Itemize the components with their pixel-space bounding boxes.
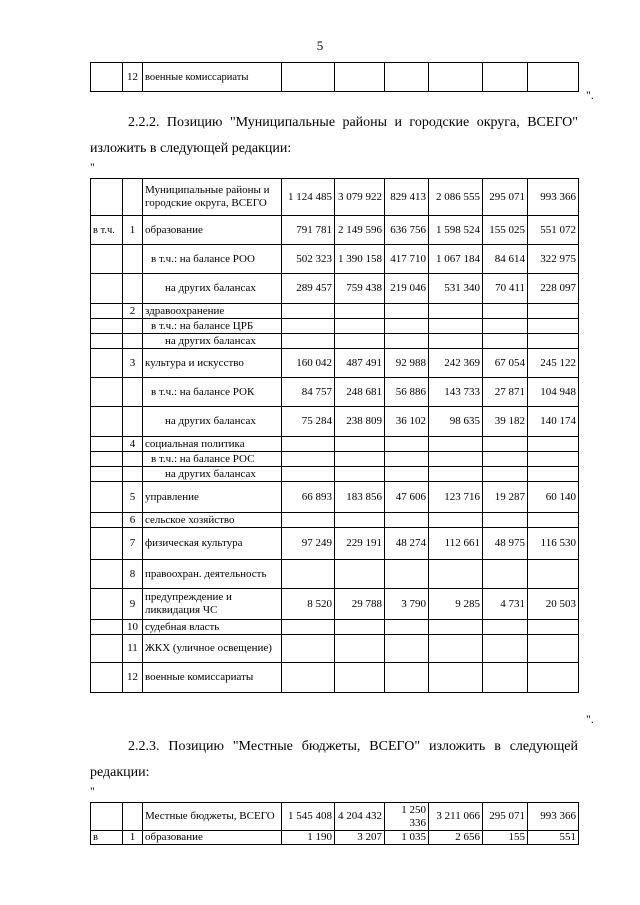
row-label: правоохран. деятельность (143, 560, 282, 589)
value-cell: 8 520 (282, 589, 335, 620)
value-cell: 2 656 (429, 831, 483, 845)
group-cell: в т.ч. (91, 216, 123, 245)
row-label: сельское хозяйство (143, 513, 282, 528)
value-cell: 993 366 (528, 179, 579, 216)
value-cell (335, 334, 385, 349)
value-cell: 245 122 (528, 349, 579, 378)
group-cell (91, 319, 123, 334)
row-number: 3 (123, 349, 143, 378)
table-row (91, 467, 579, 482)
value-cell (528, 467, 579, 482)
value-cell (385, 620, 429, 635)
table-row (91, 482, 579, 513)
row-number (123, 334, 143, 349)
value-cell: 67 054 (483, 349, 528, 378)
value-cell (483, 663, 528, 693)
row-number (123, 179, 143, 216)
closing-quote-2: ". (586, 712, 594, 726)
value-cell (335, 513, 385, 528)
group-cell (91, 482, 123, 513)
value-cell: 39 182 (483, 407, 528, 437)
value-cell: 295 071 (483, 803, 528, 831)
row-label: социальная политика (143, 437, 282, 452)
row-number: 9 (123, 589, 143, 620)
row-label: военные комиссариаты (143, 63, 282, 92)
table-row (91, 378, 579, 407)
row-number: 10 (123, 620, 143, 635)
value-cell (528, 319, 579, 334)
group-cell (91, 803, 123, 831)
value-cell (483, 334, 528, 349)
value-cell: 97 249 (282, 528, 335, 560)
table-row (91, 216, 579, 245)
value-cell (385, 452, 429, 467)
cell (429, 63, 483, 92)
value-cell: 183 856 (335, 482, 385, 513)
value-cell: 36 102 (385, 407, 429, 437)
row-number: 4 (123, 437, 143, 452)
value-cell (429, 304, 483, 319)
value-cell (429, 452, 483, 467)
table-row (91, 831, 579, 845)
group-cell (91, 179, 123, 216)
bottom-table (90, 802, 579, 845)
row-number (123, 407, 143, 437)
row-number (123, 803, 143, 831)
value-cell: 4 731 (483, 589, 528, 620)
value-cell (335, 620, 385, 635)
value-cell: 2 149 596 (335, 216, 385, 245)
table-row (91, 452, 579, 467)
row-label: на других балансах (143, 407, 282, 437)
value-cell (483, 452, 528, 467)
paragraph-2-2-2: 2.2.2. Позицию "Муниципальные районы и городские округа, ВСЕГО" изложить в следующей редакции: (90, 115, 578, 156)
row-number: 1 (123, 831, 143, 845)
row-label: на других балансах (143, 467, 282, 482)
value-cell (429, 437, 483, 452)
value-cell: 92 988 (385, 349, 429, 378)
value-cell: 417 710 (385, 245, 429, 274)
value-cell: 219 046 (385, 274, 429, 304)
value-cell: 636 756 (385, 216, 429, 245)
row-label: на других балансах (143, 274, 282, 304)
group-cell (91, 467, 123, 482)
value-cell (429, 467, 483, 482)
value-cell (282, 467, 335, 482)
value-cell: 70 411 (483, 274, 528, 304)
value-cell: 502 323 (282, 245, 335, 274)
row-label: военные комиссариаты (143, 663, 282, 693)
value-cell (385, 513, 429, 528)
value-cell: 248 681 (335, 378, 385, 407)
value-cell: 75 284 (282, 407, 335, 437)
table-row (91, 245, 579, 274)
value-cell (483, 620, 528, 635)
row-number (123, 319, 143, 334)
row-number: 7 (123, 528, 143, 560)
table-row (91, 274, 579, 304)
row-number: 5 (123, 482, 143, 513)
group-cell (91, 274, 123, 304)
table-row (91, 513, 579, 528)
value-cell: 140 174 (528, 407, 579, 437)
value-cell: 487 491 (335, 349, 385, 378)
value-cell (282, 620, 335, 635)
value-cell (282, 663, 335, 693)
group-cell (91, 513, 123, 528)
group-cell (91, 635, 123, 663)
value-cell: 84 614 (483, 245, 528, 274)
row-label: культура и искусство (143, 349, 282, 378)
value-cell: 289 457 (282, 274, 335, 304)
row-number (123, 245, 143, 274)
value-cell: 84 757 (282, 378, 335, 407)
row-label: предупреждение и ликвидация ЧС (143, 589, 282, 620)
value-cell: 3 211 066 (429, 803, 483, 831)
value-cell (282, 304, 335, 319)
group-cell (91, 245, 123, 274)
value-cell (483, 467, 528, 482)
value-cell (528, 663, 579, 693)
paragraph-2-2-3: 2.2.3. Позицию "Местные бюджеты, ВСЕГО" изложить в следующей редакции: (90, 739, 578, 780)
value-cell (385, 560, 429, 589)
value-cell: 60 140 (528, 482, 579, 513)
row-label: физическая культура (143, 528, 282, 560)
value-cell: 322 975 (528, 245, 579, 274)
row-label: Местные бюджеты, ВСЕГО (143, 803, 282, 831)
value-cell: 19 287 (483, 482, 528, 513)
value-cell (528, 635, 579, 663)
value-cell: 1 250 336 (385, 803, 429, 831)
value-cell (335, 452, 385, 467)
value-cell (282, 513, 335, 528)
value-cell: 3 207 (335, 831, 385, 845)
group-cell (91, 407, 123, 437)
group-cell (91, 528, 123, 560)
value-cell (429, 663, 483, 693)
table-row (91, 179, 579, 216)
group-cell (91, 437, 123, 452)
value-cell: 229 191 (335, 528, 385, 560)
value-cell: 56 886 (385, 378, 429, 407)
value-cell (483, 437, 528, 452)
row-label: ЖКХ (уличное освещение) (143, 635, 282, 663)
row-number (123, 467, 143, 482)
value-cell (528, 304, 579, 319)
value-cell: 9 285 (429, 589, 483, 620)
group-cell (91, 349, 123, 378)
row-label: в т.ч.: на балансе РОК (143, 378, 282, 407)
value-cell: 551 (528, 831, 579, 845)
row-number (123, 452, 143, 467)
value-cell: 47 606 (385, 482, 429, 513)
value-cell (483, 635, 528, 663)
opening-quote: " (90, 160, 95, 174)
main-table (90, 178, 579, 693)
value-cell (385, 319, 429, 334)
table-row (91, 407, 579, 437)
table-row (91, 437, 579, 452)
top-table-fragment (90, 62, 579, 92)
value-cell: 116 530 (528, 528, 579, 560)
value-cell: 160 042 (282, 349, 335, 378)
value-cell: 1 545 408 (282, 803, 335, 831)
value-cell (528, 452, 579, 467)
row-label: образование (143, 831, 282, 845)
value-cell (335, 304, 385, 319)
row-number: 1 (123, 216, 143, 245)
cell (385, 63, 429, 92)
value-cell: 228 097 (528, 274, 579, 304)
table-row (91, 635, 579, 663)
table-row (91, 349, 579, 378)
value-cell (483, 560, 528, 589)
row-label: в т.ч.: на балансе РОС (143, 452, 282, 467)
value-cell (429, 560, 483, 589)
value-cell: 143 733 (429, 378, 483, 407)
group-cell: в (91, 831, 123, 845)
value-cell: 66 893 (282, 482, 335, 513)
value-cell (483, 513, 528, 528)
cell (483, 63, 528, 92)
value-cell (335, 663, 385, 693)
value-cell (429, 620, 483, 635)
value-cell (429, 319, 483, 334)
value-cell: 531 340 (429, 274, 483, 304)
value-cell (282, 560, 335, 589)
table-row (91, 560, 579, 589)
row-label: управление (143, 482, 282, 513)
row-label: в т.ч.: на балансе ЦРБ (143, 319, 282, 334)
value-cell (385, 663, 429, 693)
value-cell: 155 (483, 831, 528, 845)
page-number: 5 (316, 38, 324, 53)
value-cell (429, 334, 483, 349)
value-cell: 829 413 (385, 179, 429, 216)
value-cell: 27 871 (483, 378, 528, 407)
value-cell: 759 438 (335, 274, 385, 304)
group-cell (91, 560, 123, 589)
value-cell: 123 716 (429, 482, 483, 513)
group-cell (91, 620, 123, 635)
value-cell: 1 035 (385, 831, 429, 845)
value-cell: 295 071 (483, 179, 528, 216)
value-cell (282, 437, 335, 452)
row-number: 2 (123, 304, 143, 319)
value-cell (335, 319, 385, 334)
value-cell: 791 781 (282, 216, 335, 245)
opening-quote-2: " (90, 784, 95, 798)
table-row (91, 528, 579, 560)
value-cell (429, 513, 483, 528)
value-cell (335, 560, 385, 589)
value-cell: 112 661 (429, 528, 483, 560)
value-cell (385, 437, 429, 452)
value-cell: 104 948 (528, 378, 579, 407)
group-cell (91, 378, 123, 407)
group-cell (91, 452, 123, 467)
row-number (123, 378, 143, 407)
table-row (91, 620, 579, 635)
row-label: образование (143, 216, 282, 245)
row-label: в т.ч.: на балансе РОО (143, 245, 282, 274)
row-number: 11 (123, 635, 143, 663)
value-cell (385, 334, 429, 349)
row-number: 12 (123, 63, 143, 92)
value-cell (385, 304, 429, 319)
group-cell (91, 334, 123, 349)
value-cell: 20 503 (528, 589, 579, 620)
value-cell (335, 635, 385, 663)
value-cell (335, 467, 385, 482)
value-cell (528, 560, 579, 589)
cell (91, 63, 123, 92)
cell (528, 63, 579, 92)
value-cell: 993 366 (528, 803, 579, 831)
value-cell: 242 369 (429, 349, 483, 378)
row-label: Муниципальные районы и городские округа, ВСЕГО (143, 179, 282, 216)
value-cell: 29 788 (335, 589, 385, 620)
cell (335, 63, 385, 92)
row-number: 6 (123, 513, 143, 528)
value-cell: 238 809 (335, 407, 385, 437)
table-row (91, 803, 579, 831)
value-cell: 155 025 (483, 216, 528, 245)
row-number: 12 (123, 663, 143, 693)
table-row (91, 334, 579, 349)
value-cell: 1 190 (282, 831, 335, 845)
value-cell: 48 274 (385, 528, 429, 560)
value-cell (429, 635, 483, 663)
value-cell: 1 124 485 (282, 179, 335, 216)
value-cell (528, 620, 579, 635)
value-cell: 3 079 922 (335, 179, 385, 216)
value-cell (282, 452, 335, 467)
group-cell (91, 304, 123, 319)
value-cell: 48 975 (483, 528, 528, 560)
value-cell: 1 067 184 (429, 245, 483, 274)
value-cell (385, 635, 429, 663)
value-cell (528, 513, 579, 528)
value-cell (483, 319, 528, 334)
value-cell: 1 598 524 (429, 216, 483, 245)
group-cell (91, 589, 123, 620)
value-cell (282, 319, 335, 334)
value-cell: 98 635 (429, 407, 483, 437)
row-label: здравоохранение (143, 304, 282, 319)
table-row (91, 663, 579, 693)
row-label: судебная власть (143, 620, 282, 635)
value-cell: 3 790 (385, 589, 429, 620)
value-cell (282, 635, 335, 663)
table-row (91, 304, 579, 319)
value-cell: 1 390 158 (335, 245, 385, 274)
group-cell (91, 663, 123, 693)
table-row (91, 589, 579, 620)
row-number: 8 (123, 560, 143, 589)
closing-quote: ". (586, 88, 594, 102)
row-label: на других балансах (143, 334, 282, 349)
value-cell: 551 072 (528, 216, 579, 245)
value-cell (483, 304, 528, 319)
value-cell (528, 334, 579, 349)
value-cell: 4 204 432 (335, 803, 385, 831)
cell (282, 63, 335, 92)
value-cell: 2 086 555 (429, 179, 483, 216)
value-cell (385, 467, 429, 482)
value-cell (528, 437, 579, 452)
value-cell (335, 437, 385, 452)
row-number (123, 274, 143, 304)
table-row (91, 319, 579, 334)
value-cell (282, 334, 335, 349)
